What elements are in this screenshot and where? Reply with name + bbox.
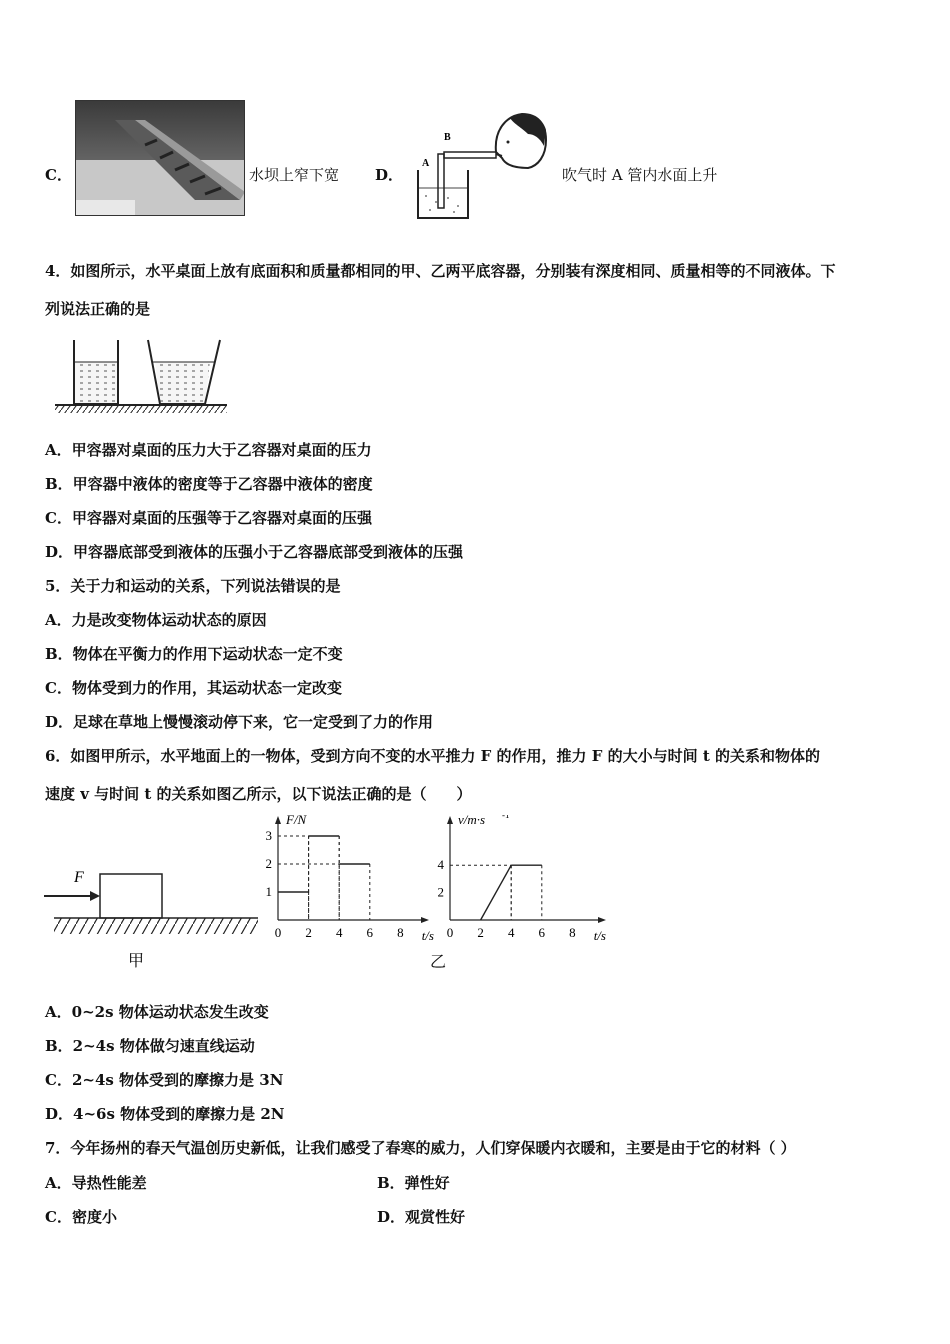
- y-tick-label: 4: [437, 857, 444, 873]
- q4-option-d: D．甲容器底部受到液体的压强小于乙容器底部受到液体的压强: [45, 543, 464, 561]
- x-tick-label: 2: [477, 925, 484, 940]
- y-tick-label: 3: [265, 828, 272, 843]
- y-axis-label-sup: -1: [502, 815, 510, 820]
- x-tick-label: 2: [305, 925, 312, 940]
- x-tick-label: 4: [507, 925, 515, 940]
- data-segment: [481, 865, 512, 920]
- q7-option-b: B．弹性好: [377, 1174, 450, 1192]
- q4-option-c: C．甲容器对桌面的压强等于乙容器对桌面的压强: [45, 509, 372, 527]
- v-t-chart: [425, 815, 615, 960]
- option-letter-d: D．: [375, 166, 404, 184]
- x-tick-label: 6: [366, 925, 374, 940]
- x-axis-label: t/s: [593, 928, 606, 943]
- x-axis-label: t/s: [421, 928, 434, 943]
- q7-option-c: C．密度小: [45, 1208, 117, 1226]
- x-tick-label: 8: [397, 925, 404, 940]
- option-d-text: 吹气时 A 管内水面上升: [562, 166, 718, 184]
- q7-option-a: A．导热性能差: [45, 1174, 147, 1192]
- q4-option-a: A．甲容器对桌面的压力大于乙容器对桌面的压力: [45, 441, 372, 459]
- person-head-icon: [496, 114, 546, 168]
- x-tick-label: 8: [569, 925, 576, 940]
- q7-stem: 7．今年扬州的春天气温创历史新低，让我们感受了春寒的威力，人们穿保暖内衣暖和，主要是由于它的材料（ ）: [45, 1139, 796, 1157]
- q4-stem-line1: 4．如图所示，水平桌面上放有底面积和质量都相同的甲、乙两平底容器，分别装有深度相同、质量相等的不同液体。下: [45, 262, 836, 280]
- x-tick-label: 0: [274, 925, 282, 940]
- y-tick-label: 2: [265, 856, 272, 871]
- caption-yi: 乙: [430, 952, 447, 971]
- y-axis-arrow: [275, 816, 281, 824]
- q6-stem-line2: 速度 v 与时间 t 的关系如图乙所示，以下说法正确的是（ ）: [45, 785, 472, 803]
- x-tick-label: 6: [538, 925, 546, 940]
- tube-b-label: B: [444, 132, 451, 143]
- q4-stem-line2: 列说法正确的是: [45, 300, 151, 318]
- option-c-text: 水坝上窄下宽: [249, 166, 340, 184]
- y-axis-arrow: [447, 816, 453, 824]
- q6-option-b: B．2~4s 物体做匀速直线运动: [45, 1037, 255, 1055]
- q6-option-a: A．0~2s 物体运动状态发生改变: [45, 1003, 269, 1021]
- y-axis-label: F/N: [286, 815, 307, 827]
- y-axis-label: v/m·s: [458, 815, 486, 827]
- x-axis-arrow: [598, 917, 606, 923]
- q6-option-c: C．2~4s 物体受到的摩擦力是 3N: [45, 1071, 284, 1089]
- caption-jia: 甲: [128, 953, 145, 970]
- y-tick-label: 2: [437, 884, 444, 900]
- option-letter-c: C．: [45, 166, 72, 184]
- q5-option-c: C．物体受到力的作用，其运动状态一定改变: [45, 679, 342, 697]
- q5-option-d: D．足球在草地上慢慢滚动停下来，它一定受到了力的作用: [45, 713, 434, 731]
- blow-tube-figure: [410, 110, 550, 222]
- q7-option-d: D．观赏性好: [377, 1208, 466, 1226]
- q4-option-b: B．甲容器中液体的密度等于乙容器中液体的密度: [45, 475, 373, 493]
- x-tick-label: 4: [335, 925, 343, 940]
- figure-jia: [40, 860, 265, 975]
- f-t-chart: [255, 815, 435, 960]
- dam-photo: [75, 100, 245, 216]
- q6-stem-line1: 6．如图甲所示，水平地面上的一物体，受到方向不变的水平推力 F 的作用，推力 F 的大小与时间 t 的关系和物体的: [45, 747, 821, 765]
- q5-option-a: A．力是改变物体运动状态的原因: [45, 611, 267, 629]
- y-tick-label: 1: [265, 884, 272, 899]
- containers-figure: [55, 338, 230, 414]
- force-label: F: [74, 869, 84, 886]
- q5-stem: 5．关于力和运动的关系，下列说法错误的是: [45, 577, 341, 595]
- q5-option-b: B．物体在平衡力的作用下运动状态一定不变: [45, 645, 343, 663]
- block: [100, 874, 162, 918]
- x-tick-label: 0: [446, 925, 454, 940]
- q6-option-d: D．4~6s 物体受到的摩擦力是 2N: [45, 1105, 285, 1123]
- tube-a-label: A: [422, 158, 430, 169]
